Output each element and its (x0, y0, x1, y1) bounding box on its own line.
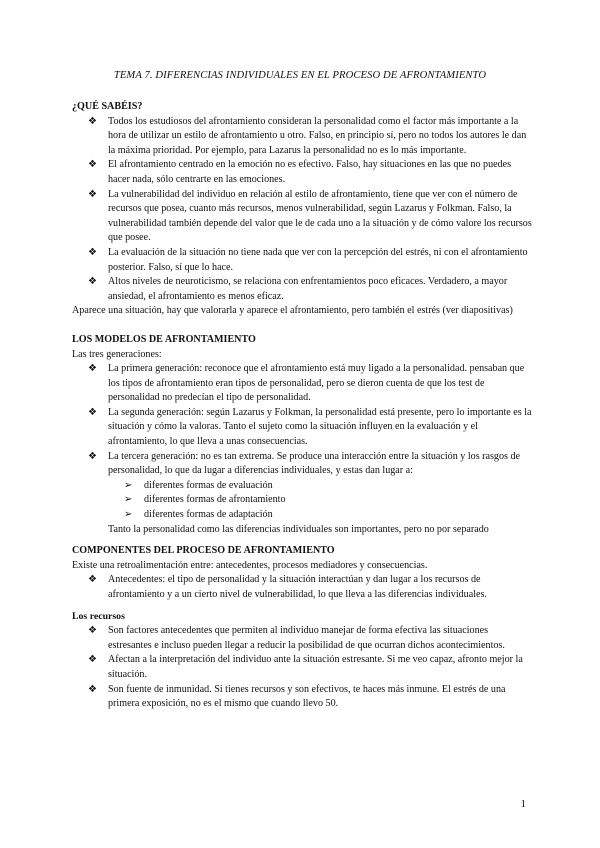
list-item: ❖ Todos los estudiosos del afrontamiento consideran la personalidad como el factor más importante a la hora de utilizar un estilo de afrontamiento u otro. Falso, en principio sí, pero no todos los autores le dan la máxima prioridad. Por ejemplo, para Lazarus la personalidad no es lo más importante. (88, 115, 527, 156)
diamond-bullet-icon: ❖ (88, 625, 97, 637)
list-item: ❖ Afectan a la interpretación del individuo ante la situación estresante. Si me veo capaz, afronto mejor la situación. (88, 654, 523, 680)
diamond-bullet-icon: ❖ (88, 363, 97, 375)
heading-modelos: LOS MODELOS DE AFRONTAMIENTO (72, 333, 256, 345)
quiz-list (72, 115, 532, 305)
arrow-bullet-icon: ➢ (124, 479, 133, 491)
diamond-bullet-icon: ❖ (88, 654, 97, 666)
diamond-bullet-icon: ❖ (88, 450, 97, 462)
paragraph-retroalimentacion: Existe una retroalimentación entre: antecedentes, procesos mediadores y consecuencias. (72, 559, 428, 571)
diamond-bullet-icon: ❖ (88, 115, 97, 127)
diamond-bullet-icon: ❖ (88, 188, 97, 200)
heading-recursos: Los recursos (72, 610, 125, 622)
list-item: ❖ Antecedentes: el tipo de personalidad y la situación interactúan y dan lugar a los recursos de afrontamiento y a un cierto nivel de vulnerabilidad, lo que lleva a las diferencias individuales. (88, 574, 487, 600)
list-item: ❖ La segunda generación: según Lazarus y Folkman, la personalidad está presente, pero lo importante es la situación y cómo la valoras. Tanto el sujeto como la situación influyen en la evaluación y el afrontamiento, lo que lleva a unas consecuencias. (88, 406, 532, 448)
list-item: ❖ La evaluación de la situación no tiene nada que ver con la percepción del estrés, ni con el afrontamiento posterior. Falso, sí que lo hace. (88, 246, 528, 273)
diamond-bullet-icon: ❖ (88, 683, 97, 695)
resources-list (72, 624, 532, 712)
list-item: ❖ Son factores antecedentes que permiten al individuo manejar de forma efectiva las situaciones estresantes e incluso pueden llegar a reducir la posibilidad de que ocurran dichos acontecimientos. (88, 625, 505, 651)
list-item: ❖ Altos niveles de neuroticismo, se relaciona con enfrentamientos poco eficaces. Verdadero, a mayor ansiedad, el afrontamiento es menos eficaz. (88, 276, 508, 302)
generations-list (72, 362, 532, 523)
document-body (72, 100, 532, 712)
heading-que-sabeis: ¿QUÉ SABÉIS? (72, 101, 143, 112)
paragraph-generaciones: Las tres generaciones: (72, 348, 162, 360)
list-item: ❖ La vulnerabilidad del individuo en relación al estilo de afrontamiento, tiene que ver con el número de recursos que posea, cuanto más recursos, menos vulnerabilidad, según Lazarus y Folkman. Falso, la vulnerabilidad también depende del valor que le de cada uno a la situación y de cómo valore los recursos que posee. (88, 188, 532, 244)
sub-list-item: ➢ diferentes formas de afrontamiento (108, 493, 532, 508)
paragraph-aparece: Aparece una situación, hay que valorarla y aparece el afrontamiento, pero también el estrés (ver diapositivas) (72, 305, 513, 317)
diamond-bullet-icon: ❖ (88, 574, 97, 586)
arrow-bullet-icon: ➢ (124, 509, 133, 521)
components-list (72, 573, 532, 602)
page-number: 1 (520, 798, 526, 810)
diamond-bullet-icon: ❖ (88, 159, 97, 171)
diamond-bullet-icon: ❖ (88, 406, 97, 418)
arrow-bullet-icon: ➢ (124, 494, 133, 506)
sub-list (108, 479, 532, 523)
sub-list-item: ➢ diferentes formas de evaluación (108, 479, 532, 494)
diamond-bullet-icon: ❖ (88, 246, 97, 258)
list-item: ❖ La tercera generación: no es tan extrema. Se produce una interacción entre la situación y los rasgos de personalidad, lo que da lugar a diferencias individuales, y estas dan lugar a: ➢ diferentes formas de evaluación ➢ diferentes formas de afrontamiento ➢ diferentes formas de adaptación (72, 450, 532, 523)
list-item: ❖ El afrontamiento centrado en la emoción no es efectivo. Falso, hay situaciones en las que no puedes hacer nada, sólo centrarte en las emociones. (88, 159, 512, 185)
sub-list-item: ➢ diferentes formas de adaptación (108, 508, 532, 523)
list-item: ❖ La primera generación: reconoce que el afrontamiento está muy ligado a la personalidad. pensaban que los tipos de afrontamiento eran tipos de personalidad, pero se dieron cuenta de que los test de personalidad no predecían el tipo de personalidad. (88, 363, 525, 404)
list-item: ❖ Son fuente de inmunidad. Si tienes recursos y son efectivos, te haces más inmune. El estrés de una primera exposición, no es el mismo que cuando llevo 50. (88, 683, 506, 710)
heading-componentes: COMPONENTES DEL PROCESO DE AFRONTAMIENTO (72, 545, 335, 557)
paragraph-tanto: Tanto la personalidad como las diferencias individuales son importantes, pero no por separado (108, 523, 489, 535)
document-title: TEMA 7. DIFERENCIAS INDIVIDUALES EN EL PROCESO DE AFRONTAMIENTO (113, 70, 487, 81)
diamond-bullet-icon: ❖ (88, 276, 97, 288)
